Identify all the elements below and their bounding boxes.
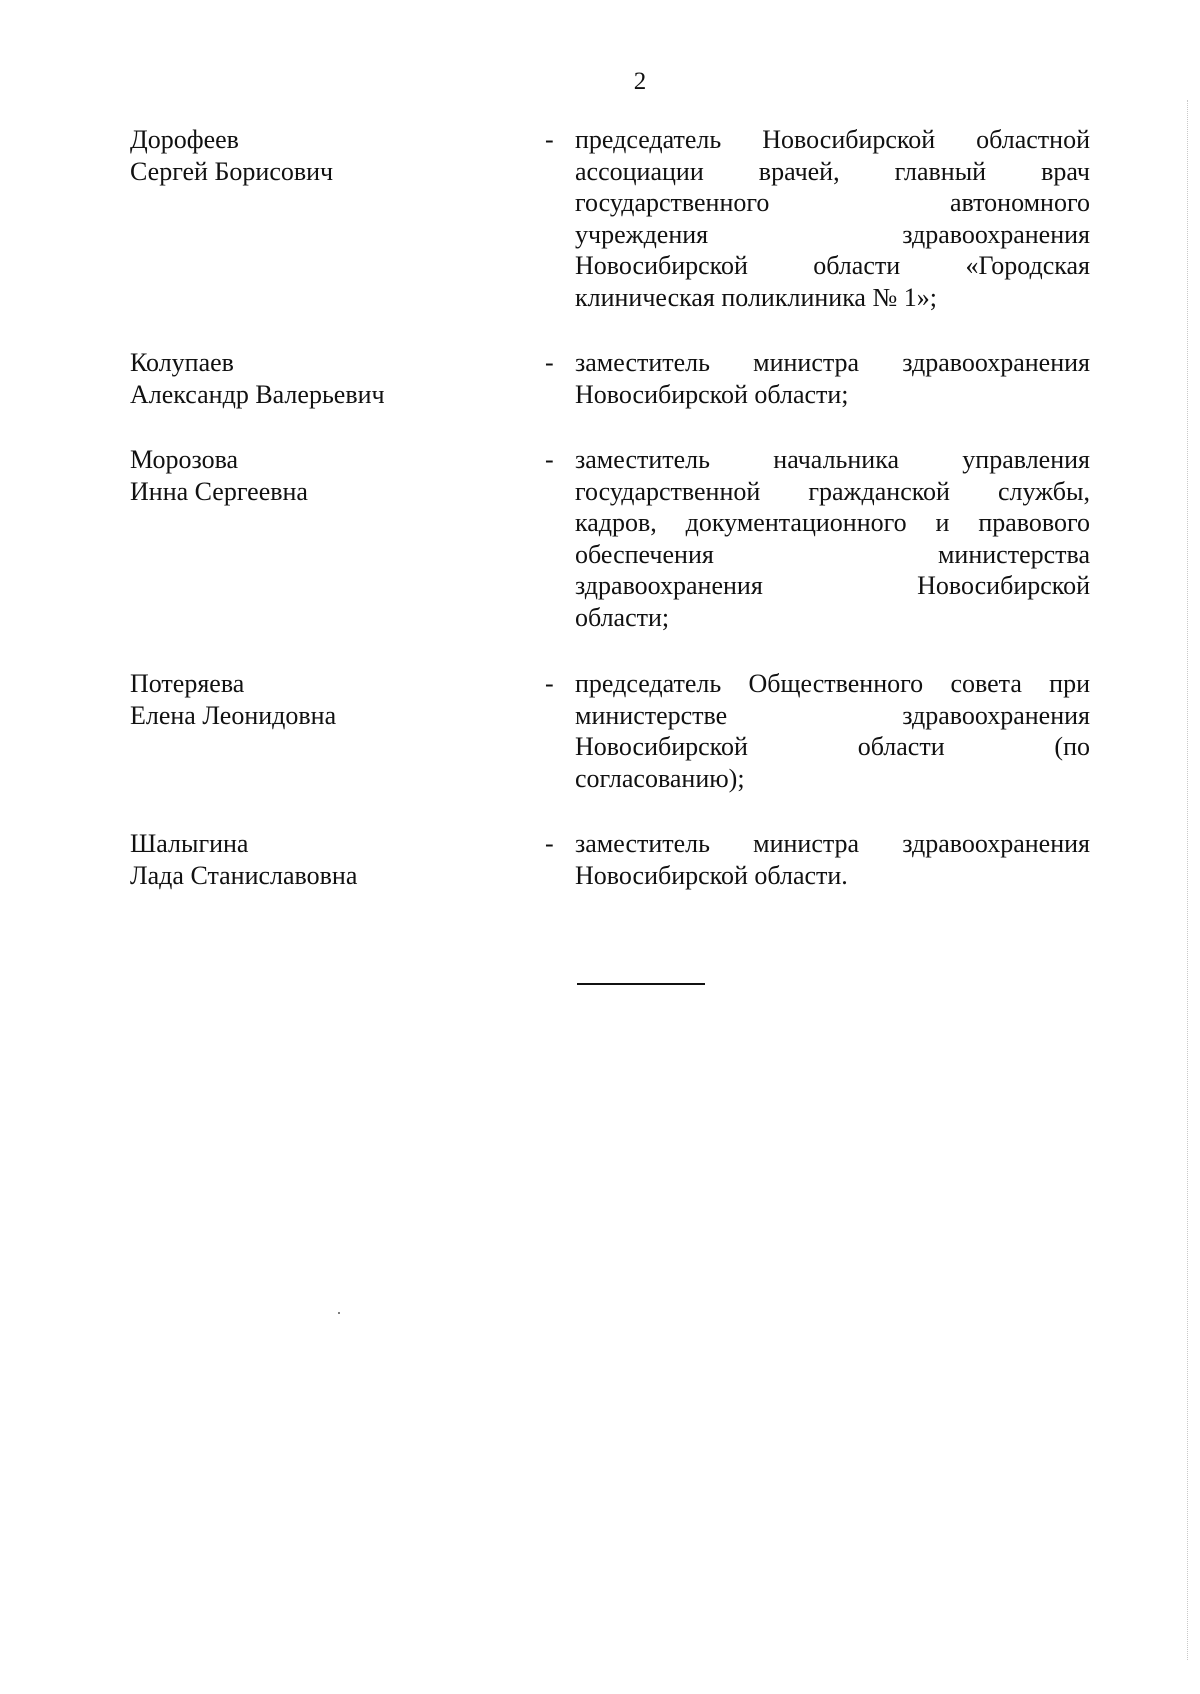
member-given-names: Елена Леонидовна	[130, 700, 337, 730]
member-name	[130, 444, 545, 634]
role-line: председатель Новосибирской областной	[575, 125, 1090, 154]
role-line: здравоохранения Новосибирской	[575, 571, 1090, 601]
end-divider-line	[577, 983, 705, 985]
member-dash: -	[545, 445, 554, 474]
role-line: заместитель начальника управления	[575, 445, 1090, 474]
member-surname: Морозова	[130, 445, 239, 474]
member-entry	[130, 444, 1090, 634]
role-line: председатель Общественного совета при	[575, 669, 1090, 698]
member-dash: -	[545, 348, 554, 377]
role-line: учреждения здравоохранения	[575, 219, 1090, 249]
scan-edge-artifact	[1187, 100, 1188, 1660]
member-surname: Колупаев	[130, 348, 234, 377]
role-line: Новосибирской области «Городская	[575, 251, 1090, 281]
role-line: согласованию);	[575, 763, 745, 793]
role-line: области;	[575, 602, 670, 632]
role-line: государственной гражданской службы,	[575, 476, 1090, 506]
member-surname: Шалыгина	[130, 829, 249, 858]
member-name	[130, 828, 545, 891]
member-entry	[130, 668, 1090, 794]
member-entry	[130, 828, 1090, 891]
role-line: заместитель министра здравоохранения	[575, 348, 1090, 377]
member-name	[130, 668, 545, 794]
page-number: 2	[633, 68, 647, 95]
member-role	[575, 444, 1090, 634]
role-line: Новосибирской области (по	[575, 732, 1090, 762]
member-role	[575, 828, 1090, 891]
member-given-names: Александр Валерьевич	[130, 379, 385, 409]
role-line: обеспечения министерства	[575, 539, 1090, 569]
member-dash: -	[545, 829, 554, 858]
scan-speck	[338, 1312, 340, 1314]
role-line: ассоциации врачей, главный врач	[575, 156, 1090, 186]
role-line: министерстве здравоохранения	[575, 700, 1090, 730]
member-role	[575, 124, 1090, 314]
member-dash: -	[545, 125, 554, 154]
role-line: Новосибирской области.	[575, 860, 848, 890]
role-line: заместитель министра здравоохранения	[575, 829, 1090, 858]
member-entry	[130, 347, 1090, 410]
member-entry	[130, 124, 1090, 314]
role-line: кадров, документационного и правового	[575, 508, 1090, 538]
member-name	[130, 124, 545, 314]
member-given-names: Инна Сергеевна	[130, 476, 308, 506]
member-surname: Дорофеев	[130, 125, 239, 154]
member-role	[575, 347, 1090, 410]
member-name	[130, 347, 545, 410]
member-role	[575, 668, 1090, 794]
role-line: Новосибирской области;	[575, 379, 849, 409]
member-dash: -	[545, 669, 554, 698]
role-line: государственного автономного	[575, 188, 1090, 218]
role-line: клиническая поликлиника № 1»;	[575, 282, 938, 312]
member-given-names: Лада Станиславовна	[130, 860, 358, 890]
member-given-names: Сергей Борисович	[130, 156, 334, 186]
member-surname: Потеряева	[130, 669, 245, 698]
